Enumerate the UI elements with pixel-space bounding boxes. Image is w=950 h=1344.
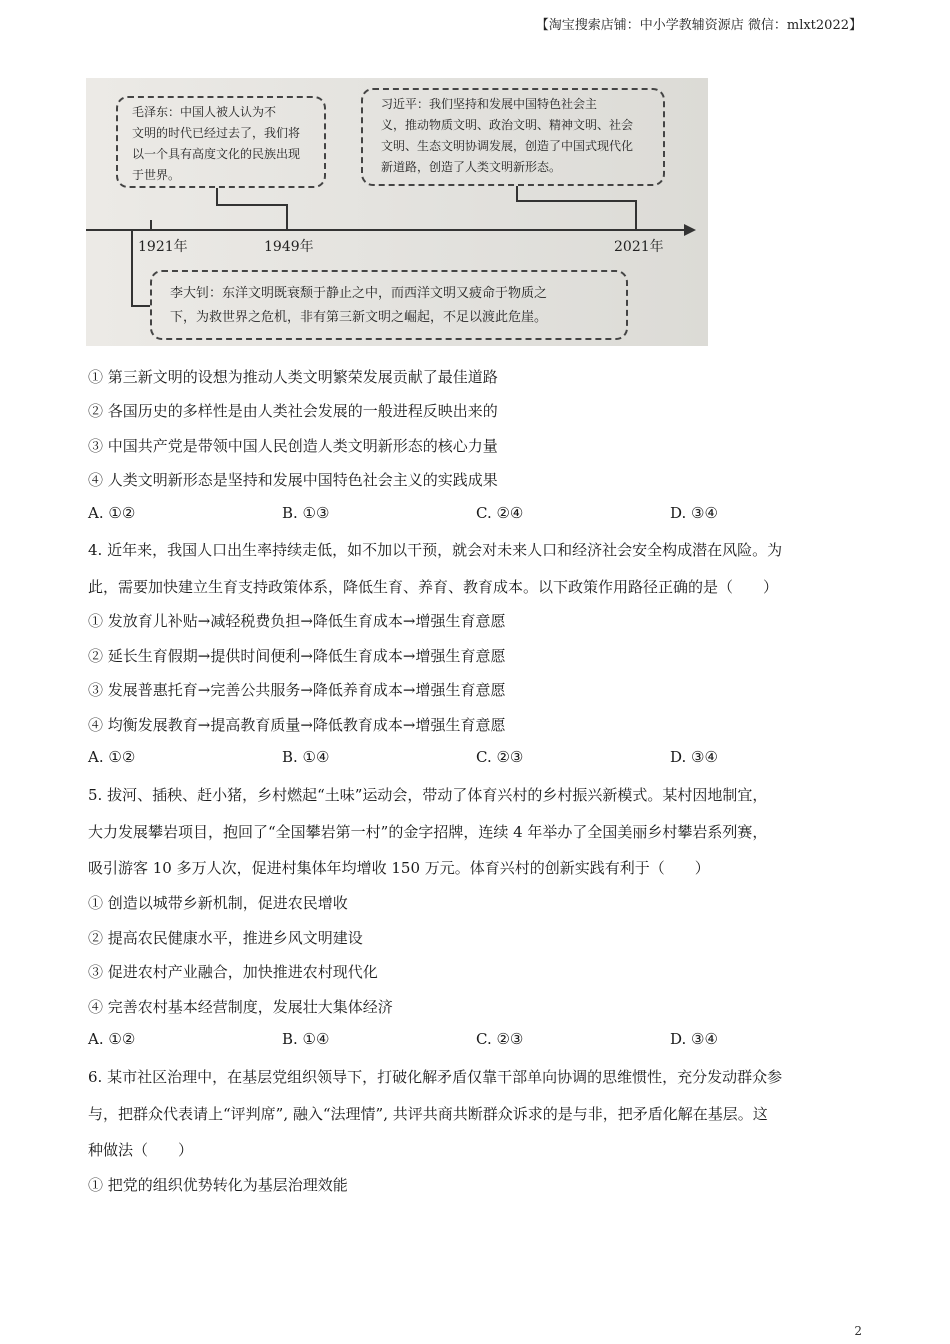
statement: ② 提高农民健康水平，推进乡风文明建设 xyxy=(88,929,363,947)
xi-quote-line: 文明、生态文明协调发展，创造了中国式现代化 xyxy=(381,139,634,153)
statement: ③ 促进农村产业融合，加快推进农村现代化 xyxy=(88,963,378,981)
option-d[interactable]: D. ③④ xyxy=(670,1030,718,1048)
statement: ① 发放育儿补贴→减轻税费负担→降低生育成本→增强生育意愿 xyxy=(88,612,506,630)
statement: ② 各国历史的多样性是由人类社会发展的一般进程反映出来的 xyxy=(88,402,498,420)
xi-quote-line: 习近平：我们坚持和发展中国特色社会主 xyxy=(381,97,598,111)
option-b[interactable]: B. ①④ xyxy=(282,748,330,766)
option-a[interactable]: A. ①② xyxy=(88,504,136,522)
connector-2021-horizontal xyxy=(516,200,637,202)
mao-quote-line: 以一个具有高度文化的民族出现 xyxy=(132,147,301,161)
option-c[interactable]: C. ②③ xyxy=(476,748,524,766)
mao-quote-line: 于世界。 xyxy=(132,168,181,182)
question-stem: 此，需要加快建立生育支持政策体系，降低生育、养育、教育成本。以下政策作用路径正确的是（ ） xyxy=(88,578,779,596)
option-c[interactable]: C. ②④ xyxy=(476,504,524,522)
question-stem: 种做法（ ） xyxy=(88,1141,194,1159)
tick-2021 xyxy=(635,220,637,230)
connector-1949-to-box xyxy=(216,188,218,206)
timeline-arrow-icon xyxy=(684,224,696,236)
connector-1921-horizontal xyxy=(131,305,150,307)
option-d[interactable]: D. ③④ xyxy=(670,504,718,522)
year-label: 2021年 xyxy=(614,239,664,255)
statement: ① 把党的组织优势转化为基层治理效能 xyxy=(88,1176,348,1194)
question-stem: 吸引游客 10 多万人次，促进村集体年均增收 150 万元。体育兴村的创新实践有利于（ ） xyxy=(88,859,710,877)
question-stem: 与，把群众代表请上“评判席”, 融入“法理情”, 共评共商共断群众诉求的是与非，把矛盾化解在基层。这 xyxy=(88,1105,768,1123)
li-quote-line: 下，为救世界之危机，非有第三新文明之崛起，不足以渡此危崖。 xyxy=(170,310,548,325)
tick-1949 xyxy=(286,220,288,230)
statement: ③ 中国共产党是带领中国人民创造人类文明新形态的核心力量 xyxy=(88,437,498,455)
statement: ① 第三新文明的设想为推动人类文明繁荣发展贡献了最佳道路 xyxy=(88,368,498,386)
statement: ④ 完善农村基本经营制度，发展壮大集体经济 xyxy=(88,998,393,1016)
statement: ④ 均衡发展教育→提高教育质量→降低教育成本→增强生育意愿 xyxy=(88,716,506,734)
option-a[interactable]: A. ①② xyxy=(88,1030,136,1048)
option-d[interactable]: D. ③④ xyxy=(670,748,718,766)
mao-quote-box xyxy=(116,96,326,188)
question-stem: 6. 某市社区治理中，在基层党组织领导下，打破化解矛盾仅靠干部单向协调的思维惯性，充分发动群众参 xyxy=(88,1068,783,1086)
statement: ④ 人类文明新形态是坚持和发展中国特色社会主义的实践成果 xyxy=(88,471,498,489)
mao-quote-line: 文明的时代已经过去了，我们将 xyxy=(132,126,301,140)
xi-quote-line: 新道路，创造了人类文明新形态。 xyxy=(381,160,562,174)
li-quote-box xyxy=(150,270,628,340)
timeline-figure xyxy=(86,78,708,346)
li-quote-line: 李大钊：东洋文明既衰颓于静止之中，而西洋文明又疲命于物质之 xyxy=(170,286,548,301)
option-c[interactable]: C. ②③ xyxy=(476,1030,524,1048)
xi-quote-box xyxy=(361,88,665,186)
timeline-axis xyxy=(86,229,686,231)
connector-1949-horizontal xyxy=(216,204,288,206)
question-stem: 大力发展攀岩项目，抱回了“全国攀岩第一村”的金字招牌，连续 4 年举办了全国美丽乡村攀岩系列赛， xyxy=(88,823,768,841)
header-note: 【淘宝搜索店铺：中小学教辅资源店 微信：mlxt2022】 xyxy=(535,18,862,33)
question-stem: 4. 近年来，我国人口出生率持续走低，如不加以干预，就会对未来人口和经济社会安全构成潜在风险。为 xyxy=(88,541,783,559)
mao-quote-line: 毛泽东：中国人被人认为不 xyxy=(132,105,277,119)
connector-1921-down xyxy=(131,231,133,307)
question-stem: 5. 拔河、插秧、赶小猪，乡村燃起“土味”运动会，带动了体育兴村的乡村振兴新模式。某村因地制宜， xyxy=(88,786,768,804)
statement: ③ 发展普惠托育→完善公共服务→降低养育成本→增强生育意愿 xyxy=(88,681,506,699)
year-label: 1921年 xyxy=(138,239,188,255)
option-a[interactable]: A. ①② xyxy=(88,748,136,766)
connector-2021-to-box xyxy=(516,186,518,202)
option-b[interactable]: B. ①④ xyxy=(282,1030,330,1048)
xi-quote-line: 义，推动物质文明、政治文明、精神文明、社会 xyxy=(381,118,634,132)
option-b[interactable]: B. ①③ xyxy=(282,504,330,522)
year-label: 1949年 xyxy=(264,239,314,255)
tick-1921 xyxy=(150,220,152,230)
statement: ① 创造以城带乡新机制，促进农民增收 xyxy=(88,894,348,912)
page-number: 2 xyxy=(854,1324,862,1338)
statement: ② 延长生育假期→提供时间便利→降低生育成本→增强生育意愿 xyxy=(88,647,506,665)
